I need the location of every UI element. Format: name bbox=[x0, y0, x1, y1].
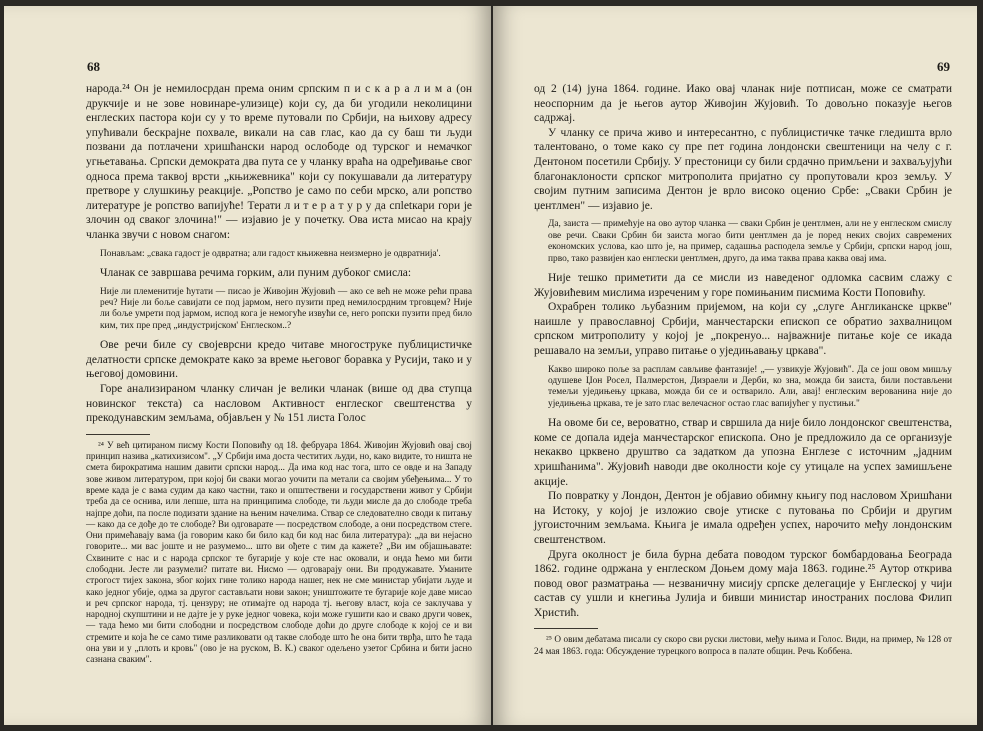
paragraph: Охрабрен толико љубазним пријемом, на који су „слуге Англиканске цркве" наишле у православној Србији, манчестарски епископ се обратио захвалницом српском митрополиту у којој је „покренуо... најважније питање које се икада решавало на земљи, управо питање о уједињавању цркава". bbox=[534, 301, 952, 357]
right-page bbox=[493, 6, 977, 725]
page-number: 68 bbox=[87, 59, 100, 74]
block-quote: Да, заиста — примећује на ово аутор чланка — сваки Србин је џентлмен, али не у енглеском смислу ове речи. Сваки Србин би заиста могао бити џентлмен да је поред неких својих савремених економских услова, као што је, на пример, садашња расподела земље у Србији, српски народ још, прво, тако развијен као енглески џентлмен, друго, да има таква права каква овај има. bbox=[548, 219, 952, 264]
footnote: ²⁴ У већ цитираном писму Кости Поповићу од 18. фебруара 1864. Живојин Жујовић овај свој принцип назива „катихизисом". „У Србији има доста честитих људи, но, како видите, то ништа не смета бирократима нашим давити српски народ... Да има код нас тога, што се овде и на Западу зове живом литературом, при којој би сваки могао уочити па метали са својим убеђењима... У то време када је с вама судим да како частни, тако и општествени и государствени живот у Србији треба да се оснива, или лепше, шта на принципима слободе, ти људи мисле да до слободе треба најпре доћи, па после подизати здание на њеним начелима. Ствар се следователно своди к питању — како да се дође до те слободе? Ви одговарате — посредством слободе, а они посредством стеге. Они примећавају вама (ја говорим како би било кад би код нас била литература): „да ви нејасно говорите... ми вас јоште и не разумемо... што ви ођете с тим да кажете? „Ви им објашњавате: Схвините с нас и с народа српског те бугарије у које сте нас оковали, и онда ћемо ми бити слободни. Јесте ли разумели? питате ви. Нисмо — одговарају они. Ви продужавате. Уманите строгост тијех закона, због којих гине толико народа нашег, нек не сме министар убијати људе и како једног убије, одма за другог састављати нови закон; уништожите те бугарије које даве мисао и реч српског народа, тј. цензуру; не отимајте од народа тј. његову власт, која се заклучава у народној скупштини и не дајте је у руке једног човека, који може гушити као и свако други човек, — тада ћемо ми бити слободни и посредством слободе доћи до друге слободе к којој се и ви стремите и која ће се само тиме разликовати од такве слободе што ће она бити тврђа, што ће тада она уви и у „плоть и кровь" (ово је на руском, В. К.) сваког одељено узетог Србина и бити јасно сазнана сваким". bbox=[86, 439, 472, 665]
paragraph: Чланак се завршава речима горким, али пуним дубоког смисла: bbox=[100, 266, 412, 279]
paragraph: народа.²⁴ Он је немилосрдан према оним српским п и с к а р а л и м а (он друкчије и не зове новинаре-улизице) који су, да би угодили неколицини енглеских пастора који су у то време путовали по Србији, на њихову адресу упућивали бескрајне похвале, викали на сав глас, као да су баш ти људи позвани да потлачени хришћански народ ослободе од турског и немачког угњетавања. Српски демократа два пута се у чланку враћа на одређивање свог односа према таквој врсти „књижевника" који су покушавали да литературу претворе у слушкињу реакције. „Ропство је само по себи мрско, али ропство литературе је ропство вапијуће! Терати л и т е р а т у р у да спletкари гори је злочин од сваког злочина!" — изјавио је у почетку. Ова иста мисао на крају чланка звучи с новом снагом: bbox=[86, 83, 472, 241]
block-quote: Какво широко поље за расплам сављиве фантазије! „— узвикује Жујовић". Да се још овом мишљу одушеве Џон Росел, Палмерстон, Дизраели и Дерби, ко зна, можда би заиста, били постављени темељи уједињењу цркава, можда би се и остварило. Али, авај! енглеским верованина није до уједињења цркава, те је зато глас велечасног остао глас вапијућег у пустињи." bbox=[548, 364, 952, 409]
paragraph: од 2 (14) јуна 1864. године. Иако овај чланак није потписан, може се сматрати неоспорним да је његов аутор Живојин Жујовић. То довољно показује његов садржај. bbox=[534, 83, 952, 125]
paragraph: Друга околност је била бурна дебата поводом турског бомбардовања Београда 1862. године одржана у енглеском Доњем дому маја 1863. године.²⁵ Аутор открива повод овог разматрања — незваничну мисију српске делегације у Енглеској у чији састав су ушли и кнегиња Јулија и бивши министар иностраних послова Филип Христић. bbox=[534, 548, 952, 619]
left-text-column bbox=[86, 82, 472, 666]
left-page bbox=[4, 6, 491, 725]
footnote-rule bbox=[86, 434, 150, 435]
block-quote: Није ли племенитије ћутати — писао је Живојин Жујовић — ако се већ не може рећи права реч? Није ли боље савијати се под јармом, него пузити пред немилосрдним трговцем? Није ли боље умрети под јармом, испод кога је немогуће извући се, него ропски пузити пред било ким, тих пре пред „индустријском' Енглеском..? bbox=[100, 286, 472, 331]
paragraph: Ове речи биле су својеврсни кредо читаве многострукe публицистичке делатности српске демократе како за време његовог боравка у Русији, тако и у његовој домовини. bbox=[86, 339, 472, 381]
paragraph: Горе анализираном чланку сличан је велики чланак (више од два ступца новинског текста) са насловом Активност енглеског свештенства у прекодунавским земљама, објављен у № 151 листа Голос bbox=[86, 382, 472, 425]
block-quote: Понављам: „свака гадост је одвратна; али гадост књижевна неизмерно је одвратнија'. bbox=[100, 248, 441, 259]
footnote: ²⁵ О овим дебатама писали су скоро сви руски листови, међу њима и Голос. Види, на пример, № 128 от 24 мая 1863. года: Обсуждение турецкого вопроса в палате общин. Речь Коббена. bbox=[534, 634, 952, 656]
paragraph: Није тешко приметити да се мисли из наведеног одломка сасвим слажу с Жујовићевим мислима изреченим у горе помињаним писмима Кости Поповићу. bbox=[534, 271, 952, 299]
page-number: 69 bbox=[937, 59, 950, 74]
paragraph: По повратку у Лондон, Дентон је објавио обимну књигу под насловом Хришћани на Истоку, у којој је изложио своје утиске с путовања по Србији и другим југоисточним земљама. Књига је имала одређен успех, нарочито међу лондонским свештенством. bbox=[534, 490, 952, 546]
paragraph: На овоме би се, вероватно, ствар и свршила да није било лондонског свештенства, коме се допала идеја манчестарског епископа. Оно је предложило да се организује некакво црквено друштво са задатком да упозна Енглезе с источним „јадним хришћанима". Жујовић наводи две околности које су утицале на успех замишљене акције. bbox=[534, 417, 952, 488]
right-text-column bbox=[534, 82, 952, 657]
footnote-rule bbox=[534, 628, 598, 629]
paragraph: У чланку се прича живо и интересантно, с публицистичке тачке гледишта врло талентовано, о томе како су пре пет година лондонски свештеници на челу с г. Дентоном посетили Србију. У престоници су били срдачно примљени и захваљујући благонаклоности српског митрополита пријатно су пропутовали кроз земљу. У својим путним записима Дентон је врло високо оценио Србе: „Сваки Србин је џентлмен" — изјавио је. bbox=[534, 126, 952, 212]
